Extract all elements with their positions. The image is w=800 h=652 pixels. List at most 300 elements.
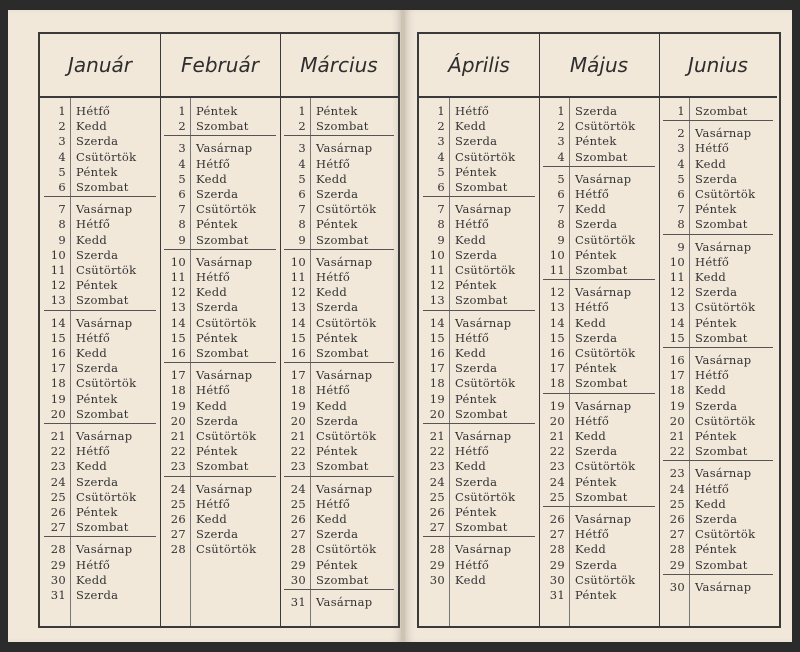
day-row [539, 134, 659, 149]
day-row [659, 270, 777, 285]
day-number: 15 [290, 330, 306, 345]
day-row [419, 293, 539, 308]
day-number: 17 [549, 361, 565, 376]
week-separator [543, 506, 655, 507]
calendar-booklet [8, 10, 792, 642]
day-row [40, 263, 160, 278]
day-row [40, 475, 160, 490]
day-number: 5 [437, 164, 445, 179]
weekday-name: Szerda [575, 444, 618, 459]
week-separator [663, 120, 773, 121]
weekday-name: Péntek [575, 247, 617, 262]
weekday-name: Hétfő [695, 141, 730, 156]
weekday-name: Hétfő [196, 383, 231, 398]
day-number: 13 [170, 300, 186, 315]
week-separator [423, 310, 535, 311]
weekday-name: Vasárnap [695, 239, 752, 254]
weekday-name: Kedd [316, 512, 348, 526]
day-number: 20 [290, 413, 306, 428]
day-row [539, 187, 659, 202]
day-number: 17 [429, 361, 445, 376]
weekday-name: Szerda [76, 247, 119, 262]
day-number: 11 [669, 270, 685, 284]
day-number: 10 [290, 254, 306, 269]
calendar-grid-left [38, 32, 400, 628]
weekday-name: Szerda [455, 361, 498, 376]
day-row [160, 459, 280, 474]
day-row [539, 150, 659, 165]
day-number: 30 [50, 572, 66, 587]
weekday-name: Kedd [196, 398, 228, 413]
weekday-name: Szombat [76, 293, 129, 308]
month-column-április [419, 34, 540, 626]
day-number: 9 [298, 232, 306, 247]
day-number: 29 [50, 557, 66, 572]
day-row [40, 429, 160, 444]
weekday-name: Péntek [316, 217, 358, 232]
weekday-name: Hétfő [455, 217, 490, 232]
day-row [659, 383, 777, 398]
weekday-name: Szombat [76, 520, 129, 535]
day-row [40, 278, 160, 293]
weekday-name: Szombat [316, 459, 369, 474]
day-number: 14 [170, 315, 186, 330]
day-row [40, 376, 160, 391]
day-number: 22 [170, 444, 186, 459]
day-row [40, 293, 160, 308]
day-row [280, 414, 398, 429]
day-number: 20 [669, 413, 685, 428]
weekday-name: Szerda [316, 413, 359, 428]
weekday-name: Csütörtök [575, 232, 636, 247]
day-row [160, 331, 280, 346]
day-number: 3 [557, 134, 565, 149]
week-separator [284, 135, 394, 136]
day-number: 21 [170, 429, 186, 443]
week-separator [663, 234, 773, 235]
day-row [419, 119, 539, 134]
day-number: 27 [50, 520, 66, 535]
day-row [539, 346, 659, 361]
weekday-name: Csütörtök [76, 263, 137, 277]
weekday-name: Vasárnap [316, 481, 373, 496]
weekday-name: Kedd [316, 398, 348, 413]
day-number: 4 [437, 149, 445, 164]
weekday-name: Vasárnap [575, 398, 632, 413]
weekday-name: Hétfő [695, 481, 730, 496]
day-row [40, 316, 160, 331]
day-number: 4 [178, 156, 186, 171]
weekday-name: Péntek [196, 217, 238, 232]
weekday-name: Péntek [695, 429, 737, 443]
weekday-name: Csütörtök [575, 119, 636, 134]
day-list [40, 98, 160, 626]
weekday-name: Szombat [695, 444, 748, 459]
day-row [280, 157, 398, 172]
day-row [659, 542, 777, 557]
weekday-name: Csütörtök [196, 429, 257, 443]
day-row [280, 300, 398, 315]
day-number: 3 [298, 141, 306, 156]
weekday-name: Szombat [196, 119, 249, 134]
weekday-name: Péntek [316, 330, 358, 345]
day-row [539, 316, 659, 331]
weekday-name: Hétfő [316, 496, 351, 511]
weekday-name: Csütörtök [455, 489, 516, 504]
day-row [539, 331, 659, 346]
week-separator [284, 362, 394, 363]
day-number: 5 [677, 171, 685, 186]
day-number: 19 [50, 391, 66, 406]
day-row [539, 233, 659, 248]
day-number: 16 [549, 346, 565, 360]
weekday-name: Szerda [455, 247, 498, 262]
day-row [659, 255, 777, 270]
day-row [539, 512, 659, 527]
day-row [659, 497, 777, 512]
day-number: 21 [549, 429, 565, 443]
day-number: 18 [669, 383, 685, 398]
day-number: 28 [170, 542, 186, 557]
weekday-name: Szombat [316, 232, 369, 247]
day-number: 5 [178, 171, 186, 186]
day-number: 28 [549, 542, 565, 557]
weekday-name: Vasárnap [575, 285, 632, 300]
day-number: 22 [429, 444, 445, 459]
day-row [539, 573, 659, 588]
day-number: 24 [429, 474, 445, 489]
day-row [659, 482, 777, 497]
weekday-name: Kedd [455, 346, 487, 360]
weekday-name: Szombat [575, 263, 628, 277]
day-number: 15 [50, 330, 66, 345]
day-row [160, 217, 280, 232]
month-column-junius [659, 34, 777, 626]
right-page [405, 10, 792, 642]
weekday-name: Szerda [76, 361, 119, 376]
weekday-name: Hétfő [455, 444, 490, 459]
weekday-name: Szombat [76, 406, 129, 421]
day-row [40, 588, 160, 603]
day-number: 5 [58, 164, 66, 179]
day-number: 6 [178, 187, 186, 201]
weekday-name: Péntek [76, 505, 118, 519]
month-column-május [539, 34, 660, 626]
day-number: 9 [677, 239, 685, 254]
day-number: 9 [178, 232, 186, 247]
weekday-name: Csütörtök [316, 315, 377, 330]
day-number: 14 [429, 315, 445, 330]
month-column-január [40, 34, 161, 626]
day-row [419, 346, 539, 361]
day-number: 15 [170, 330, 186, 345]
weekday-name: Kedd [695, 383, 727, 398]
day-number: 7 [58, 202, 66, 217]
day-number: 8 [677, 217, 685, 232]
weekday-name: Hétfő [76, 330, 111, 345]
day-row [40, 165, 160, 180]
weekday-name: Vasárnap [316, 141, 373, 156]
day-row [40, 331, 160, 346]
day-number: 16 [290, 346, 306, 360]
day-number: 4 [298, 156, 306, 171]
day-row [419, 150, 539, 165]
weekday-name: Szerda [695, 171, 738, 186]
day-row [419, 278, 539, 293]
weekday-name: Vasárnap [575, 171, 632, 186]
day-row [160, 399, 280, 414]
month-column-február [160, 34, 281, 626]
day-row [659, 187, 777, 202]
day-number: 15 [429, 330, 445, 345]
day-row [419, 505, 539, 520]
day-number: 23 [170, 459, 186, 474]
day-number: 24 [669, 481, 685, 496]
weekday-name: Hétfő [455, 104, 490, 118]
month-title: Junius [659, 34, 777, 98]
weekday-name: Vasárnap [695, 579, 752, 594]
weekday-name: Hétfő [575, 300, 610, 315]
day-number: 29 [290, 557, 306, 572]
day-row [419, 202, 539, 217]
day-row [280, 482, 398, 497]
day-row [539, 119, 659, 134]
day-row [280, 270, 398, 285]
weekday-name: Szerda [455, 474, 498, 489]
day-number: 29 [669, 557, 685, 572]
week-separator [284, 249, 394, 250]
weekday-name: Vasárnap [455, 315, 512, 330]
day-row [659, 240, 777, 255]
day-row [40, 444, 160, 459]
weekday-name: Csütörtök [575, 572, 636, 587]
day-number: 19 [170, 398, 186, 413]
day-number: 21 [50, 429, 66, 443]
day-number: 22 [549, 444, 565, 459]
weekday-name: Hétfő [455, 557, 490, 572]
day-row [539, 376, 659, 391]
day-number: 17 [290, 368, 306, 383]
day-number: 27 [429, 520, 445, 535]
weekday-name: Péntek [196, 330, 238, 345]
weekday-name: Hétfő [196, 156, 231, 171]
weekday-name: Kedd [455, 119, 487, 134]
weekday-name: Kedd [575, 542, 607, 557]
week-separator [164, 476, 276, 477]
day-number: 16 [170, 346, 186, 360]
day-number: 17 [170, 368, 186, 383]
weekday-name: Szerda [695, 398, 738, 413]
day-row [160, 233, 280, 248]
day-row [40, 104, 160, 119]
day-row [280, 512, 398, 527]
day-number: 18 [170, 383, 186, 398]
day-number: 5 [298, 171, 306, 186]
day-number: 3 [58, 134, 66, 149]
day-row [419, 104, 539, 119]
weekday-name: Kedd [455, 232, 487, 247]
weekday-name: Csütörtök [196, 542, 257, 557]
day-number: 27 [669, 527, 685, 542]
day-row [419, 558, 539, 573]
weekday-name: Kedd [196, 512, 228, 526]
day-row [280, 202, 398, 217]
day-list [280, 98, 398, 626]
day-number: 25 [290, 496, 306, 511]
day-row [539, 300, 659, 315]
day-row [419, 392, 539, 407]
month-title: Április [419, 34, 539, 98]
day-number: 25 [549, 489, 565, 504]
weekday-name: Csütörtök [196, 202, 257, 217]
day-row [40, 459, 160, 474]
weekday-name: Hétfő [575, 527, 610, 542]
weekday-name: Csütörtök [455, 376, 516, 391]
weekday-name: Szerda [575, 217, 618, 232]
weekday-name: Kedd [196, 285, 228, 300]
day-row [419, 263, 539, 278]
day-row [539, 202, 659, 217]
day-number: 22 [669, 444, 685, 459]
weekday-name: Vasárnap [695, 126, 752, 141]
day-row [539, 285, 659, 300]
day-row [40, 542, 160, 557]
day-number: 6 [437, 180, 445, 194]
day-number: 23 [669, 466, 685, 481]
weekday-name: Csütörtök [76, 376, 137, 391]
day-number: 14 [669, 315, 685, 330]
day-row [419, 490, 539, 505]
day-row [40, 346, 160, 361]
week-separator [284, 589, 394, 590]
day-row [659, 558, 777, 573]
weekday-name: Vasárnap [76, 542, 133, 557]
day-row [539, 104, 659, 119]
weekday-name: Hétfő [575, 187, 610, 201]
weekday-name: Szombat [575, 489, 628, 504]
day-number: 14 [549, 315, 565, 330]
weekday-name: Szerda [316, 300, 359, 315]
weekday-name: Szerda [196, 300, 239, 315]
weekday-name: Kedd [76, 459, 108, 474]
weekday-name: Hétfő [76, 217, 111, 232]
day-number: 1 [58, 104, 66, 118]
month-column-március [280, 34, 398, 626]
day-row [280, 104, 398, 119]
day-row [280, 444, 398, 459]
day-number: 8 [437, 217, 445, 232]
weekday-name: Szerda [575, 330, 618, 345]
day-number: 3 [178, 141, 186, 156]
day-number: 2 [178, 119, 186, 134]
day-number: 20 [170, 413, 186, 428]
day-row [659, 580, 777, 595]
day-row [280, 141, 398, 156]
day-number: 8 [298, 217, 306, 232]
day-row [280, 459, 398, 474]
day-number: 30 [290, 572, 306, 587]
weekday-name: Péntek [575, 134, 617, 149]
weekday-name: Szombat [455, 293, 508, 308]
day-row [280, 346, 398, 361]
day-number: 9 [437, 232, 445, 247]
day-number: 23 [50, 459, 66, 474]
weekday-name: Hétfő [76, 557, 111, 572]
day-number: 20 [50, 406, 66, 421]
day-row [280, 595, 398, 610]
weekday-name: Szerda [196, 187, 239, 201]
day-row [419, 542, 539, 557]
day-number: 11 [290, 270, 306, 284]
week-separator [663, 460, 773, 461]
day-row [280, 573, 398, 588]
day-row [539, 588, 659, 603]
day-row [539, 414, 659, 429]
day-number: 12 [429, 278, 445, 293]
day-number: 2 [58, 119, 66, 134]
day-row [280, 285, 398, 300]
week-separator [663, 574, 773, 575]
day-number: 14 [290, 315, 306, 330]
day-number: 12 [290, 285, 306, 300]
day-row [160, 316, 280, 331]
day-number: 17 [669, 368, 685, 383]
weekday-name: Vasárnap [196, 368, 253, 383]
day-row [40, 202, 160, 217]
day-number: 22 [290, 444, 306, 459]
day-number: 4 [58, 149, 66, 164]
weekday-name: Szombat [455, 520, 508, 535]
day-row [160, 368, 280, 383]
day-row [40, 119, 160, 134]
weekday-name: Kedd [316, 285, 348, 300]
day-row [419, 573, 539, 588]
day-row [419, 376, 539, 391]
weekday-name: Péntek [455, 278, 497, 293]
day-number: 13 [50, 293, 66, 308]
weekday-name: Szerda [76, 474, 119, 489]
day-number: 16 [429, 346, 445, 360]
weekday-name: Csütörtök [196, 315, 257, 330]
weekday-name: Csütörtök [695, 527, 756, 542]
day-number: 10 [170, 254, 186, 269]
day-number: 2 [298, 119, 306, 134]
weekday-name: Hétfő [316, 156, 351, 171]
day-row [419, 217, 539, 232]
day-row [160, 285, 280, 300]
day-row [280, 497, 398, 512]
weekday-name: Kedd [575, 202, 607, 217]
week-separator [543, 393, 655, 394]
day-number: 9 [58, 232, 66, 247]
day-number: 18 [549, 376, 565, 391]
week-separator [164, 249, 276, 250]
day-number: 2 [677, 126, 685, 141]
day-number: 25 [170, 496, 186, 511]
day-row [160, 187, 280, 202]
month-title: Január [40, 34, 160, 98]
day-number: 31 [549, 588, 565, 602]
day-number: 4 [557, 149, 565, 164]
day-number: 24 [549, 474, 565, 489]
weekday-name: Vasárnap [455, 542, 512, 557]
weekday-name: Vasárnap [196, 141, 253, 156]
day-row [160, 104, 280, 119]
day-row [160, 119, 280, 134]
day-row [539, 248, 659, 263]
day-row [539, 459, 659, 474]
weekday-name: Szerda [695, 512, 738, 526]
